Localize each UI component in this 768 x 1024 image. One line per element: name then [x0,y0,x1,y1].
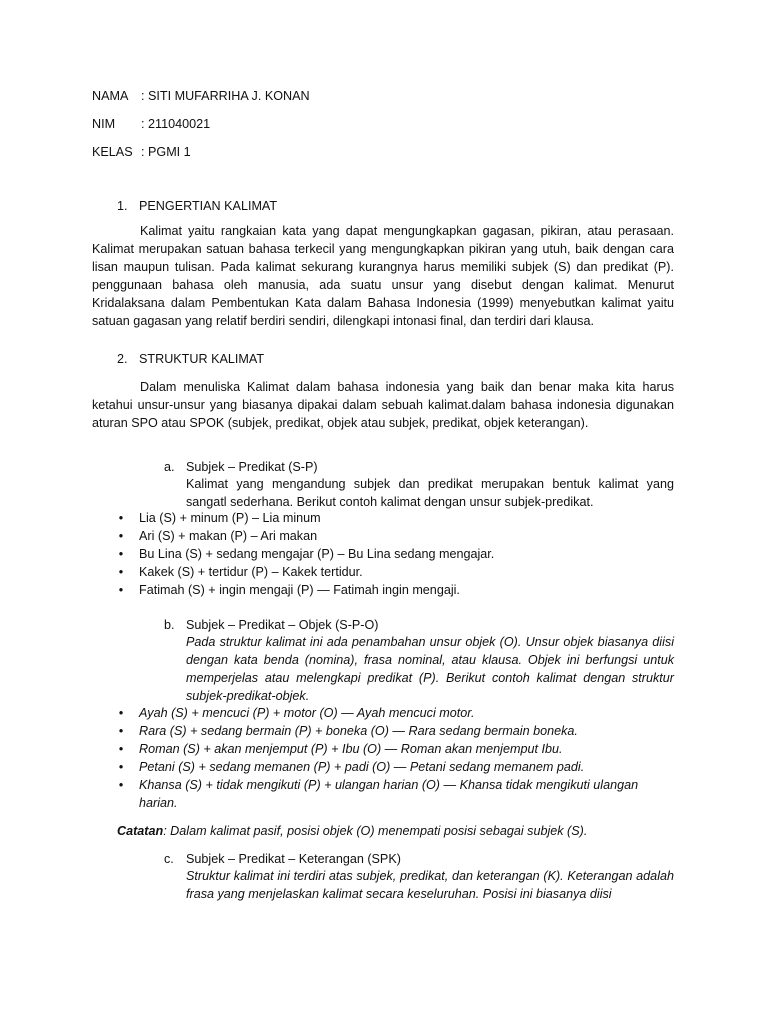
section-1-title: PENGERTIAN KALIMAT [139,199,278,213]
bullet-icon: • [118,565,124,579]
bullet-icon: • [118,583,124,597]
bullet-icon: • [118,511,124,525]
sub-a-letter: a. [164,460,175,474]
list-item: • Kakek (S) + tertidur (P) – Kakek tertidur. [0,563,679,581]
sub-b-title: Subjek – Predikat – Objek (S-P-O) [186,618,379,632]
section-2-number: 2. [117,352,128,366]
list-item: • Petani (S) + sedang memanen (P) + padi (O) — Petani sedang memanem padi. [0,758,679,776]
section-2-title: STRUKTUR KALIMAT [139,352,265,366]
bullet-icon: • [118,778,124,792]
nim-value: : 211040021 [141,117,211,131]
bullet-icon: • [118,529,124,543]
bullet-icon: • [118,742,124,756]
nama-label: NAMA [92,89,129,103]
sub-b-letter: b. [164,618,175,632]
sub-a-example-list [0,509,679,599]
bullet-icon: • [118,706,124,720]
section-1-number: 1. [117,199,128,213]
kelas-label: KELAS [92,145,133,159]
list-item: • Fatimah (S) + ingin mengaji (P) — Fatimah ingin mengaji. [0,581,679,599]
list-item: • Roman (S) + akan menjemput (P) + Ibu (O) — Roman akan menjemput Ibu. [0,740,679,758]
kelas-value: : PGMI 1 [141,145,191,159]
catatan-text: : Dalam kalimat pasif, posisi objek (O) menempati posisi sebagai subjek (S). [163,824,588,838]
list-item: • Rara (S) + sedang bermain (P) + boneka (O) — Rara sedang bermain boneka. [0,722,679,740]
bullet-icon: • [118,547,124,561]
sub-a-description: Kalimat yang mengandung subjek dan predikat merupakan bentuk kalimat yang sangatl sederhana. Berikut contoh kalimat dengan unsur subjek-predikat. [186,477,674,509]
section-1-paragraph: Kalimat yaitu rangkaian kata yang dapat mengungkapkan gagasan, pikiran, atau perasaan. Kalimat merupakan satuan bahasa terkecil yang mengungkapkan pikiran yang utuh, baik dengan cara lisan maupun tulisan. Pada kalimat sekurang kurangnya harus memiliki subjek (S) dan predikat (P). penggunaan bahasa oleh manusia, ada suatu unsur yang disebut dengan kalimat. Menurut Kridalaksana dalam Pembentukan Kata dalam Bahasa Indonesia (1999) menyebutkan kalimat yaitu satuan gagasan yang relatif berdiri sendiri, dilengkapi intonasi final, dan terdiri dari klausa. [92,224,674,328]
sub-c-title: Subjek – Predikat – Keterangan (SPK) [186,852,401,866]
sub-a-title: Subjek – Predikat (S-P) [186,460,318,474]
sub-c-description: Struktur kalimat ini terdiri atas subjek, predikat, dan keterangan (K). Keterangan adalah frasa yang menjelaskan kalimat secara keseluruhan. Posisi ini biasanya diisi [186,869,674,901]
section-2-paragraph: Dalam menuliska Kalimat dalam bahasa indonesia yang baik dan benar maka kita harus ketahui unsur-unsur yang biasanya dipakai dalam sebuah kalimat.dalam bahasa indonesia digunakan aturan SPO atau SPOK (subjek, predikat, objek atau subjek, predikat, objek keterangan). [92,380,674,430]
sub-c-letter: c. [164,852,174,866]
list-item: • Bu Lina (S) + sedang mengajar (P) – Bu Lina sedang mengajar. [0,545,679,563]
nim-label: NIM [92,117,116,131]
list-item: • Lia (S) + minum (P) – Lia minum [0,509,679,527]
list-item: • Ayah (S) + mencuci (P) + motor (O) — Ayah mencuci motor. [0,704,679,722]
sub-b-example-list [0,704,679,812]
sub-b-description: Pada struktur kalimat ini ada penambahan unsur objek (O). Unsur objek biasanya diisi dengan kata benda (nomina), frasa nominal, atau klausa. Objek ini berfungsi untuk memperjelas atau melengkapi predikat (P). Berikut contoh kalimat dengan struktur subjek-predikat-objek. [186,635,674,703]
list-item: • Ari (S) + makan (P) – Ari makan [0,527,679,545]
catatan-label: Catatan [117,824,164,838]
nama-value: : SITI MUFARRIHA J. KONAN [141,89,310,103]
bullet-icon: • [118,760,124,774]
bullet-icon: • [118,724,124,738]
catatan-note [117,822,587,840]
list-item: • Khansa (S) + tidak mengikuti (P) + ulangan harian (O) — Khansa tidak mengikuti ulangan harian. [0,776,679,812]
